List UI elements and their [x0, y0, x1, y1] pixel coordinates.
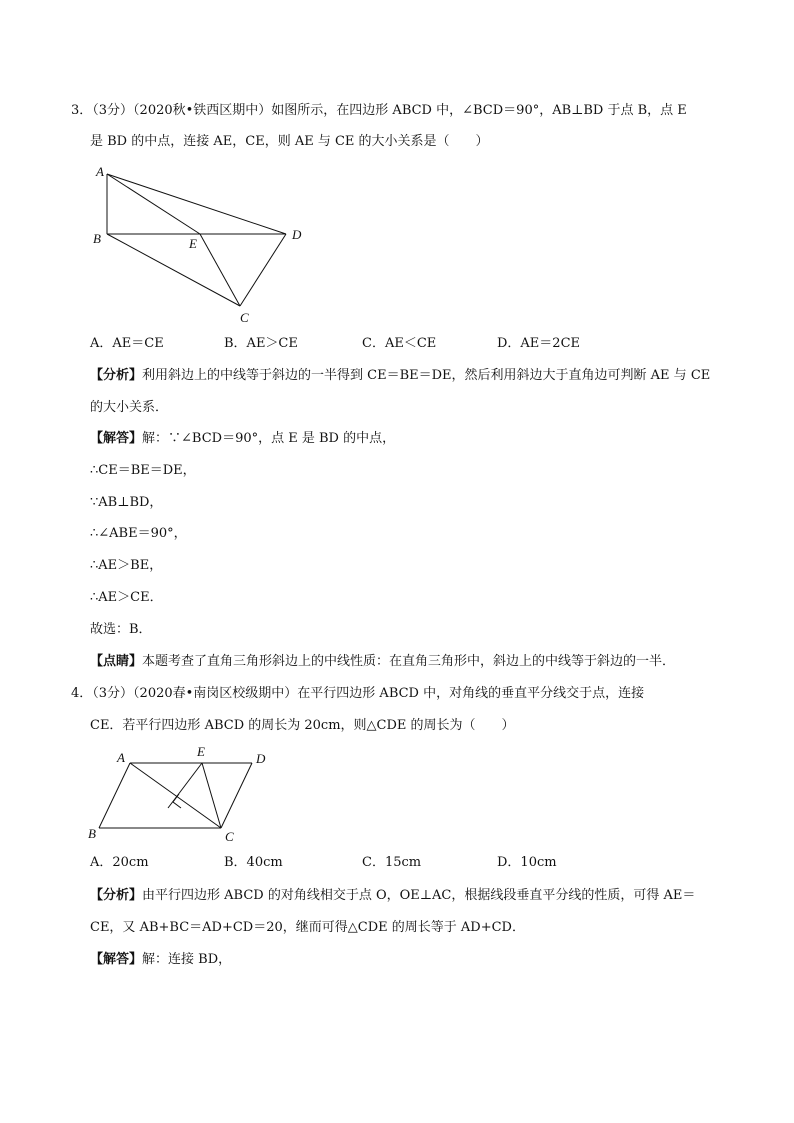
q3-step-6: 故选：B．	[90, 622, 152, 637]
q4-option-d: D．10cm	[497, 855, 557, 870]
q4-right-angle-mark	[173, 794, 181, 808]
q4-segment-eo	[168, 763, 202, 808]
q4-segment-ab	[99, 763, 130, 828]
q4-label-a: A	[117, 750, 125, 765]
q3-step-4: ∴AE＞BE，	[90, 558, 163, 573]
q3-label-c: C	[240, 310, 249, 325]
q3-option-b: B．AE＞CE	[224, 336, 298, 351]
q3-segment-ec	[200, 234, 240, 306]
q4-analysis-line-2: CE，又 AB+BC＝AD+CD＝20，继而可得△CDE 的周长等于 AD+CD．	[90, 920, 525, 935]
q3-step-1: ∴CE＝BE＝DE，	[90, 463, 196, 478]
q3-label-a: A	[96, 164, 104, 179]
q4-analysis-text: 由平行四边形 ABCD 的对角线相交于点 O，OE⊥AC，根据线段垂直平分线的性质，可得 AE＝	[142, 888, 696, 903]
q3-answer-line-1	[90, 429, 395, 449]
q4-text-line-1: 4．（3分）（2020春•南岗区校级期中）在平行四边形 ABCD 中，对角线的垂直平分线交于点，连接	[71, 686, 645, 701]
q3-option-c: C．AE＜CE	[362, 336, 437, 351]
q3-answer-tag: 【解答】	[90, 431, 143, 446]
q4-text-line-2: CE．若平行四边形 ABCD 的周长为 20cm，则△CDE 的周长为（ ）	[90, 718, 515, 733]
q4-label-c: C	[225, 829, 234, 844]
q4-analysis-tag: 【分析】	[90, 888, 143, 903]
q3-text-line-1: 3．（3分）（2020秋•铁西区期中）如图所示，在四边形 ABCD 中，∠BCD＝90°，AB⊥BD 于点 B，点 E	[71, 103, 687, 118]
q3-comment-line	[90, 652, 675, 672]
q4-answer-line-1	[90, 950, 231, 970]
q4-segment-ec	[202, 763, 221, 828]
q3-analysis-line-1	[90, 366, 710, 386]
q3-text-line-2: 是 BD 的中点，连接 AE，CE，则 AE 与 CE 的大小关系是（ ）	[90, 134, 489, 149]
q3-option-a: A．AE＝CE	[90, 336, 164, 351]
q3-step-5: ∴AE＞CE．	[90, 590, 163, 605]
q4-option-c: C．15cm	[362, 855, 422, 870]
q3-segment-dc	[240, 234, 286, 306]
q4-label-d: D	[256, 751, 266, 766]
q3-label-e: E	[189, 236, 197, 251]
q3-step-2: ∵AB⊥BD，	[90, 495, 163, 510]
q4-segment-dc	[221, 763, 252, 828]
q3-segment-ae	[107, 174, 200, 234]
q4-label-b: B	[88, 826, 96, 841]
q3-analysis-tag: 【分析】	[90, 368, 143, 383]
q3-answer-text: 解：∵∠BCD＝90°，点 E 是 BD 的中点，	[142, 431, 396, 446]
q3-label-d: D	[292, 227, 302, 242]
q3-segment-ad	[107, 174, 286, 234]
q3-comment-tag: 【点睛】	[90, 654, 143, 669]
q3-option-d: D．AE＝2CE	[497, 336, 581, 351]
q3-step-3: ∴∠ABE＝90°，	[90, 526, 187, 541]
q4-option-b: B．40cm	[224, 855, 283, 870]
q3-analysis-line-2: 的大小关系．	[90, 400, 169, 415]
q4-analysis-line-1	[90, 886, 695, 906]
q3-segment-bc	[107, 234, 240, 306]
q4-label-e: E	[197, 744, 205, 759]
q4-option-a: A．20cm	[90, 855, 149, 870]
q4-segment-ac	[130, 763, 221, 828]
q4-answer-text: 解：连接 BD，	[142, 952, 232, 967]
q3-label-b: B	[93, 231, 101, 246]
q3-analysis-text: 利用斜边上的中线等于斜边的一半得到 CE＝BE＝DE，然后利用斜边大于直角边可判断 AE 与 CE	[142, 368, 711, 383]
q4-answer-tag: 【解答】	[90, 952, 143, 967]
q3-comment-text: 本题考查了直角三角形斜边上的中线性质：在直角三角形中，斜边上的中线等于斜边的一半．	[142, 654, 676, 669]
